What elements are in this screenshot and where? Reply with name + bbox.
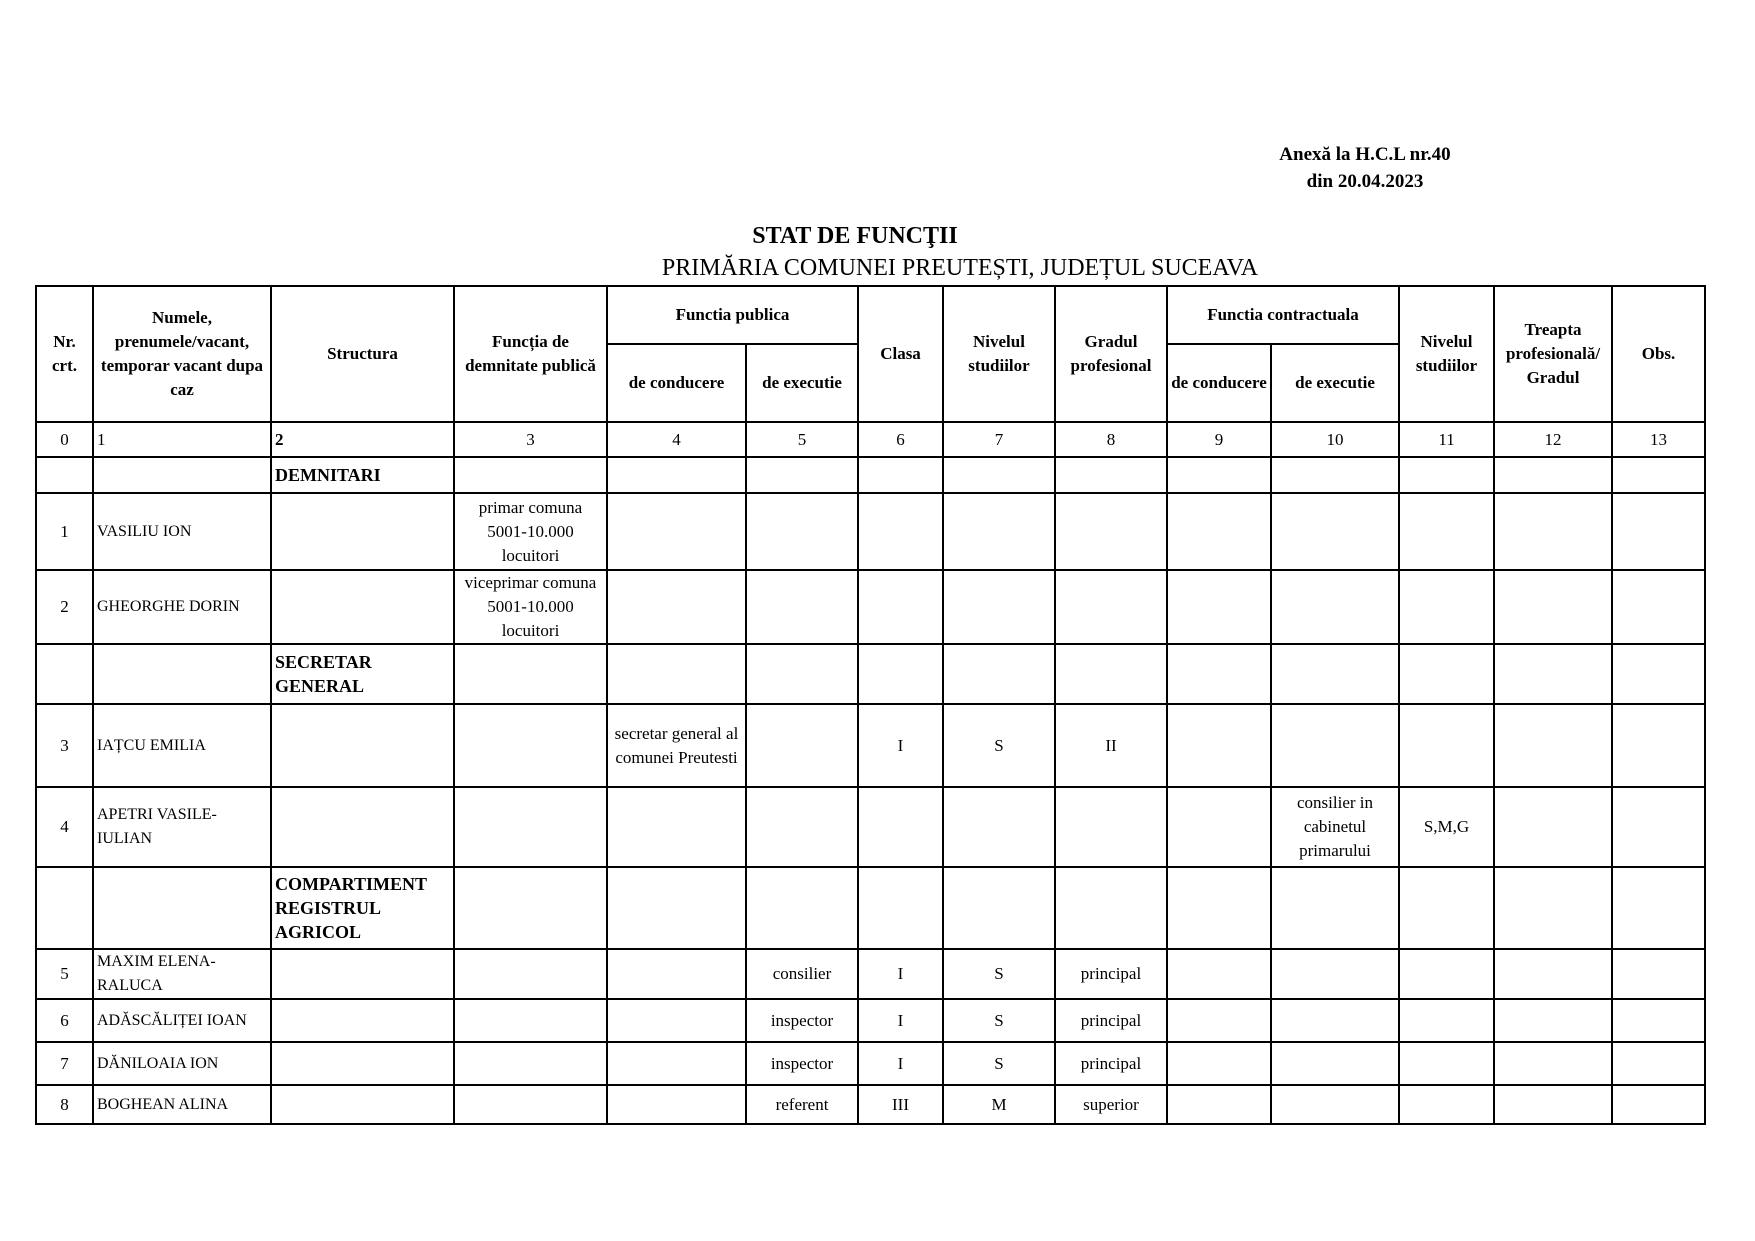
fc-conducere-cell	[1167, 457, 1271, 493]
fc-executie-cell	[1271, 949, 1399, 999]
obs-cell	[1612, 704, 1705, 787]
fp-executie-cell	[746, 644, 858, 704]
employee-name: MAXIM ELENA-RALUCA	[93, 949, 271, 999]
clasa-cell	[858, 457, 943, 493]
fp-conducere-cell	[607, 570, 746, 644]
header-row-1	[36, 286, 1705, 344]
nr-cell: 1	[36, 493, 93, 570]
nivel-studii-cell	[943, 787, 1055, 867]
nivel-studii-2-cell	[1399, 704, 1494, 787]
index-cell: 5	[746, 422, 858, 457]
fp-executie-cell	[746, 457, 858, 493]
table-row	[36, 457, 1705, 493]
clasa-cell: I	[858, 1042, 943, 1085]
nivel-studii-2-cell	[1399, 949, 1494, 999]
nivel-studii-cell: S	[943, 1042, 1055, 1085]
obs-cell	[1612, 1042, 1705, 1085]
fc-conducere-cell	[1167, 570, 1271, 644]
fc-conducere-cell	[1167, 949, 1271, 999]
fc-executie-cell	[1271, 999, 1399, 1042]
fp-conducere-cell	[607, 949, 746, 999]
fc-executie-cell	[1271, 1085, 1399, 1124]
grad-cell: principal	[1055, 1042, 1167, 1085]
table-row	[36, 644, 1705, 704]
grad-cell	[1055, 867, 1167, 949]
index-cell: 9	[1167, 422, 1271, 457]
employee-name: GHEORGHE DORIN	[93, 570, 271, 644]
structure-cell	[271, 999, 454, 1042]
index-cell: 10	[1271, 422, 1399, 457]
obs-cell	[1612, 1085, 1705, 1124]
annex-reference	[1240, 141, 1490, 195]
structure-cell	[271, 570, 454, 644]
table-row	[36, 787, 1705, 867]
employee-name: VASILIU ION	[93, 493, 271, 570]
fc-executie-cell	[1271, 493, 1399, 570]
index-cell: 2	[271, 422, 454, 457]
structure-cell	[271, 787, 454, 867]
nr-cell	[36, 867, 93, 949]
fc-conducere-cell	[1167, 704, 1271, 787]
document-title: STAT DE FUNCŢII	[752, 223, 958, 249]
clasa-cell: I	[858, 949, 943, 999]
treapta-cell	[1494, 999, 1612, 1042]
structure-cell: COMPARTIMENT REGISTRUL AGRICOL	[271, 867, 454, 949]
table-row	[36, 867, 1705, 949]
grad-cell: II	[1055, 704, 1167, 787]
index-cell: 12	[1494, 422, 1612, 457]
annex-line-2: din 20.04.2023	[1306, 171, 1424, 192]
fc-conducere-cell	[1167, 867, 1271, 949]
fp-conducere-cell	[607, 644, 746, 704]
fc-executie-cell	[1271, 644, 1399, 704]
grad-cell: superior	[1055, 1085, 1167, 1124]
header-functia-publica: Functia publica	[607, 286, 858, 344]
header-structura: Structura	[271, 286, 454, 422]
header-nr: Nr. crt.	[36, 286, 93, 422]
demnitate-cell	[454, 704, 607, 787]
header-demnitate: Funcția de demnitate publică	[454, 286, 607, 422]
employee-name: ADĂSCĂLIȚEI IOAN	[93, 999, 271, 1042]
header-fp-executie: de executie	[746, 344, 858, 422]
grad-cell	[1055, 787, 1167, 867]
table-row	[36, 1042, 1705, 1085]
nr-cell	[36, 457, 93, 493]
fc-executie-cell	[1271, 867, 1399, 949]
treapta-cell	[1494, 704, 1612, 787]
header-fc-executie: de executie	[1271, 344, 1399, 422]
nr-cell	[36, 644, 93, 704]
structure-cell	[271, 949, 454, 999]
employee-name: DĂNILOAIA ION	[93, 1042, 271, 1085]
fc-conducere-cell	[1167, 1085, 1271, 1124]
grad-cell	[1055, 457, 1167, 493]
nivel-studii-2-cell	[1399, 457, 1494, 493]
nivel-studii-cell: S	[943, 949, 1055, 999]
nivel-studii-cell	[943, 867, 1055, 949]
table-row	[36, 493, 1705, 570]
clasa-cell	[858, 787, 943, 867]
treapta-cell	[1494, 570, 1612, 644]
clasa-cell	[858, 493, 943, 570]
index-cell: 8	[1055, 422, 1167, 457]
demnitate-cell: viceprimar comuna 5001-10.000 locuitori	[454, 570, 607, 644]
treapta-cell	[1494, 1085, 1612, 1124]
structure-cell	[271, 704, 454, 787]
fp-conducere-cell	[607, 1042, 746, 1085]
index-cell: 6	[858, 422, 943, 457]
treapta-cell	[1494, 949, 1612, 999]
nivel-studii-2-cell	[1399, 493, 1494, 570]
employee-name: APETRI VASILE-IULIAN	[93, 787, 271, 867]
nivel-studii-cell: M	[943, 1085, 1055, 1124]
document-subtitle: PRIMĂRIA COMUNEI PREUTEȘTI, JUDEȚUL SUCEAVA	[661, 255, 1259, 281]
structure-cell: DEMNITARI	[271, 457, 454, 493]
grad-cell: principal	[1055, 949, 1167, 999]
obs-cell	[1612, 570, 1705, 644]
nivel-studii-2-cell	[1399, 570, 1494, 644]
employee-name: BOGHEAN ALINA	[93, 1085, 271, 1124]
fc-conducere-cell	[1167, 787, 1271, 867]
employee-name	[93, 644, 271, 704]
nivel-studii-2-cell	[1399, 999, 1494, 1042]
nivel-studii-2-cell: S,M,G	[1399, 787, 1494, 867]
nivel-studii-cell	[943, 493, 1055, 570]
header-gradul: Gradul profesional	[1055, 286, 1167, 422]
header-obs: Obs.	[1612, 286, 1705, 422]
treapta-cell	[1494, 493, 1612, 570]
annex-line-1: Anexă la H.C.L nr.40	[1279, 144, 1451, 165]
fp-executie-cell	[746, 704, 858, 787]
header-nivel-studiilor-2: Nivelul studiilor	[1399, 286, 1494, 422]
fc-executie-cell: consilier in cabinetul primarului	[1271, 787, 1399, 867]
employee-name: IAȚCU EMILIA	[93, 704, 271, 787]
index-cell: 3	[454, 422, 607, 457]
demnitate-cell	[454, 787, 607, 867]
employee-name	[93, 457, 271, 493]
fc-conducere-cell	[1167, 493, 1271, 570]
header-clasa: Clasa	[858, 286, 943, 422]
index-cell: 13	[1612, 422, 1705, 457]
nivel-studii-2-cell	[1399, 867, 1494, 949]
fc-executie-cell	[1271, 704, 1399, 787]
fp-executie-cell	[746, 867, 858, 949]
treapta-cell	[1494, 644, 1612, 704]
nivel-studii-2-cell	[1399, 1085, 1494, 1124]
obs-cell	[1612, 493, 1705, 570]
fp-executie-cell	[746, 493, 858, 570]
table-row	[36, 570, 1705, 644]
header-fc-conducere: de conducere	[1167, 344, 1271, 422]
obs-cell	[1612, 457, 1705, 493]
table-row	[36, 949, 1705, 999]
index-cell: 7	[943, 422, 1055, 457]
nivel-studii-2-cell	[1399, 1042, 1494, 1085]
header-nume: Numele, prenumele/vacant, temporar vacant dupa caz	[93, 286, 271, 422]
clasa-cell: I	[858, 704, 943, 787]
nivel-studii-cell: S	[943, 999, 1055, 1042]
structure-cell	[271, 493, 454, 570]
header-fp-conducere: de conducere	[607, 344, 746, 422]
fp-conducere-cell	[607, 867, 746, 949]
nr-cell: 5	[36, 949, 93, 999]
demnitate-cell	[454, 949, 607, 999]
clasa-cell	[858, 570, 943, 644]
obs-cell	[1612, 867, 1705, 949]
demnitate-cell	[454, 1085, 607, 1124]
fp-conducere-cell	[607, 1085, 746, 1124]
treapta-cell	[1494, 457, 1612, 493]
structure-cell	[271, 1042, 454, 1085]
staff-table	[35, 285, 1706, 1125]
fp-conducere-cell	[607, 493, 746, 570]
nr-cell: 8	[36, 1085, 93, 1124]
header-nivel-studiilor: Nivelul studiilor	[943, 286, 1055, 422]
demnitate-cell	[454, 457, 607, 493]
fp-conducere-cell: secretar general al comunei Preutesti	[607, 704, 746, 787]
grad-cell	[1055, 570, 1167, 644]
demnitate-cell	[454, 1042, 607, 1085]
clasa-cell	[858, 644, 943, 704]
obs-cell	[1612, 644, 1705, 704]
employee-name	[93, 867, 271, 949]
grad-cell	[1055, 493, 1167, 570]
fc-conducere-cell	[1167, 644, 1271, 704]
table-row	[36, 999, 1705, 1042]
table-row	[36, 1085, 1705, 1124]
fp-executie-cell	[746, 787, 858, 867]
nr-cell: 3	[36, 704, 93, 787]
table-body	[36, 457, 1705, 1124]
column-index-row	[36, 422, 1705, 457]
table-row	[36, 704, 1705, 787]
nivel-studii-cell	[943, 644, 1055, 704]
nr-cell: 7	[36, 1042, 93, 1085]
grad-cell	[1055, 644, 1167, 704]
fc-conducere-cell	[1167, 1042, 1271, 1085]
demnitate-cell: primar comuna 5001-10.000 locuitori	[454, 493, 607, 570]
nr-cell: 6	[36, 999, 93, 1042]
index-cell: 11	[1399, 422, 1494, 457]
index-cell: 0	[36, 422, 93, 457]
clasa-cell	[858, 867, 943, 949]
nivel-studii-2-cell	[1399, 644, 1494, 704]
fc-executie-cell	[1271, 457, 1399, 493]
nr-cell: 2	[36, 570, 93, 644]
nivel-studii-cell	[943, 570, 1055, 644]
obs-cell	[1612, 787, 1705, 867]
fc-executie-cell	[1271, 1042, 1399, 1085]
fp-executie-cell: consilier	[746, 949, 858, 999]
index-cell: 4	[607, 422, 746, 457]
fc-conducere-cell	[1167, 999, 1271, 1042]
grad-cell: principal	[1055, 999, 1167, 1042]
fp-conducere-cell	[607, 999, 746, 1042]
nivel-studii-cell: S	[943, 704, 1055, 787]
clasa-cell: I	[858, 999, 943, 1042]
demnitate-cell	[454, 867, 607, 949]
fp-executie-cell	[746, 570, 858, 644]
header-treapta: Treapta profesională/ Gradul	[1494, 286, 1612, 422]
fp-executie-cell: inspector	[746, 999, 858, 1042]
fp-conducere-cell	[607, 457, 746, 493]
treapta-cell	[1494, 1042, 1612, 1085]
obs-cell	[1612, 949, 1705, 999]
fp-executie-cell: inspector	[746, 1042, 858, 1085]
demnitate-cell	[454, 999, 607, 1042]
header-functia-contractuala: Functia contractuala	[1167, 286, 1399, 344]
clasa-cell: III	[858, 1085, 943, 1124]
nr-cell: 4	[36, 787, 93, 867]
treapta-cell	[1494, 787, 1612, 867]
index-cell: 1	[93, 422, 271, 457]
structure-cell	[271, 1085, 454, 1124]
demnitate-cell	[454, 644, 607, 704]
treapta-cell	[1494, 867, 1612, 949]
fp-conducere-cell	[607, 787, 746, 867]
structure-cell: SECRETAR GENERAL	[271, 644, 454, 704]
nivel-studii-cell	[943, 457, 1055, 493]
obs-cell	[1612, 999, 1705, 1042]
fp-executie-cell: referent	[746, 1085, 858, 1124]
fc-executie-cell	[1271, 570, 1399, 644]
